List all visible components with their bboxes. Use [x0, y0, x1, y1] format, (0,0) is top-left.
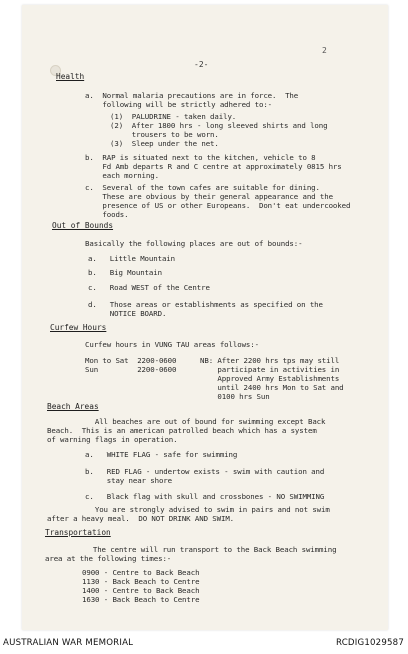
transport-times: 0900 - Centre to Back Beach 1130 - Back Beach to Centre 1400 - Centre to Back Beach 1630 - Back Beach to Centre [82, 568, 200, 604]
health-item-b: b. RAP is situated next to the kitchen, vehicle to 8 Fd Amb departs R and C centre at approximately 0815 hrs each morning. [85, 153, 342, 180]
page-number: -2- [194, 60, 209, 69]
transport-intro: The centre will run transport to the Back Beach swimming area at the following times:- [45, 545, 337, 563]
health-item-a: a. Normal malaria precautions are in force. The following will be strictly adhered to:- [85, 91, 299, 109]
corner-number: 2 [322, 46, 327, 55]
out-of-bounds-c: c. Road WEST of the Centre [88, 283, 210, 292]
out-of-bounds-d: d. Those areas or establishments as specified on the NOTICE BOARD. [88, 300, 323, 318]
out-of-bounds-b: b. Big Mountain [88, 268, 162, 277]
beach-flag-b: b. RED FLAG - undertow exists - swim with caution and stay near shore [85, 467, 325, 485]
footer-archive-name: AUSTRALIAN WAR MEMORIAL [3, 638, 134, 648]
transport-heading: Transportation [45, 528, 111, 537]
out-of-bounds-a: a. Little Mountain [88, 254, 175, 263]
curfew-intro: Curfew hours in VUNG TAU areas follows:- [85, 340, 259, 349]
beach-intro: All beaches are out of bound for swimming except Back Beach. This is an american patrolled beach which has a system of warning flags in operation. [47, 417, 326, 444]
out-of-bounds-heading: Out of Bounds [52, 221, 114, 230]
beach-flag-c: c. Black flag with skull and crossbones - NO SWIMMING [85, 492, 325, 501]
out-of-bounds-intro: Basically the following places are out of bounds:- [85, 239, 303, 248]
health-item-c: c. Several of the town cafes are suitable for dining. These are obvious by their general appearance and the presence of US or other Europeans. Don't eat undercooked foods. [85, 183, 351, 219]
curfew-note: NB: After 2200 hrs tps may still participate in activities in Approved Army Establishments until 2400 hrs Mon to Sat and 0100 hrs Sun [200, 356, 344, 401]
beach-heading: Beach Areas [47, 402, 99, 411]
health-item-a-list: (1) PALUDRINE - taken daily. (2) After 1800 hrs - long sleeved shirts and long trousers to be worn. (3) Sleep under the net. [110, 112, 328, 148]
beach-flag-a: a. WHITE FLAG - safe for swimming [85, 450, 238, 459]
curfew-heading: Curfew Hours [50, 323, 107, 332]
curfew-times: Mon to Sat 2200-0600 Sun 2200-0600 [85, 356, 177, 374]
footer-record-id: RCDIG1029587 [335, 638, 404, 648]
health-heading: Health [56, 72, 85, 81]
beach-advice: You are strongly advised to swim in pairs and not swim after a heavy meal. DO NOT DRINK AND SWIM. [47, 505, 330, 523]
